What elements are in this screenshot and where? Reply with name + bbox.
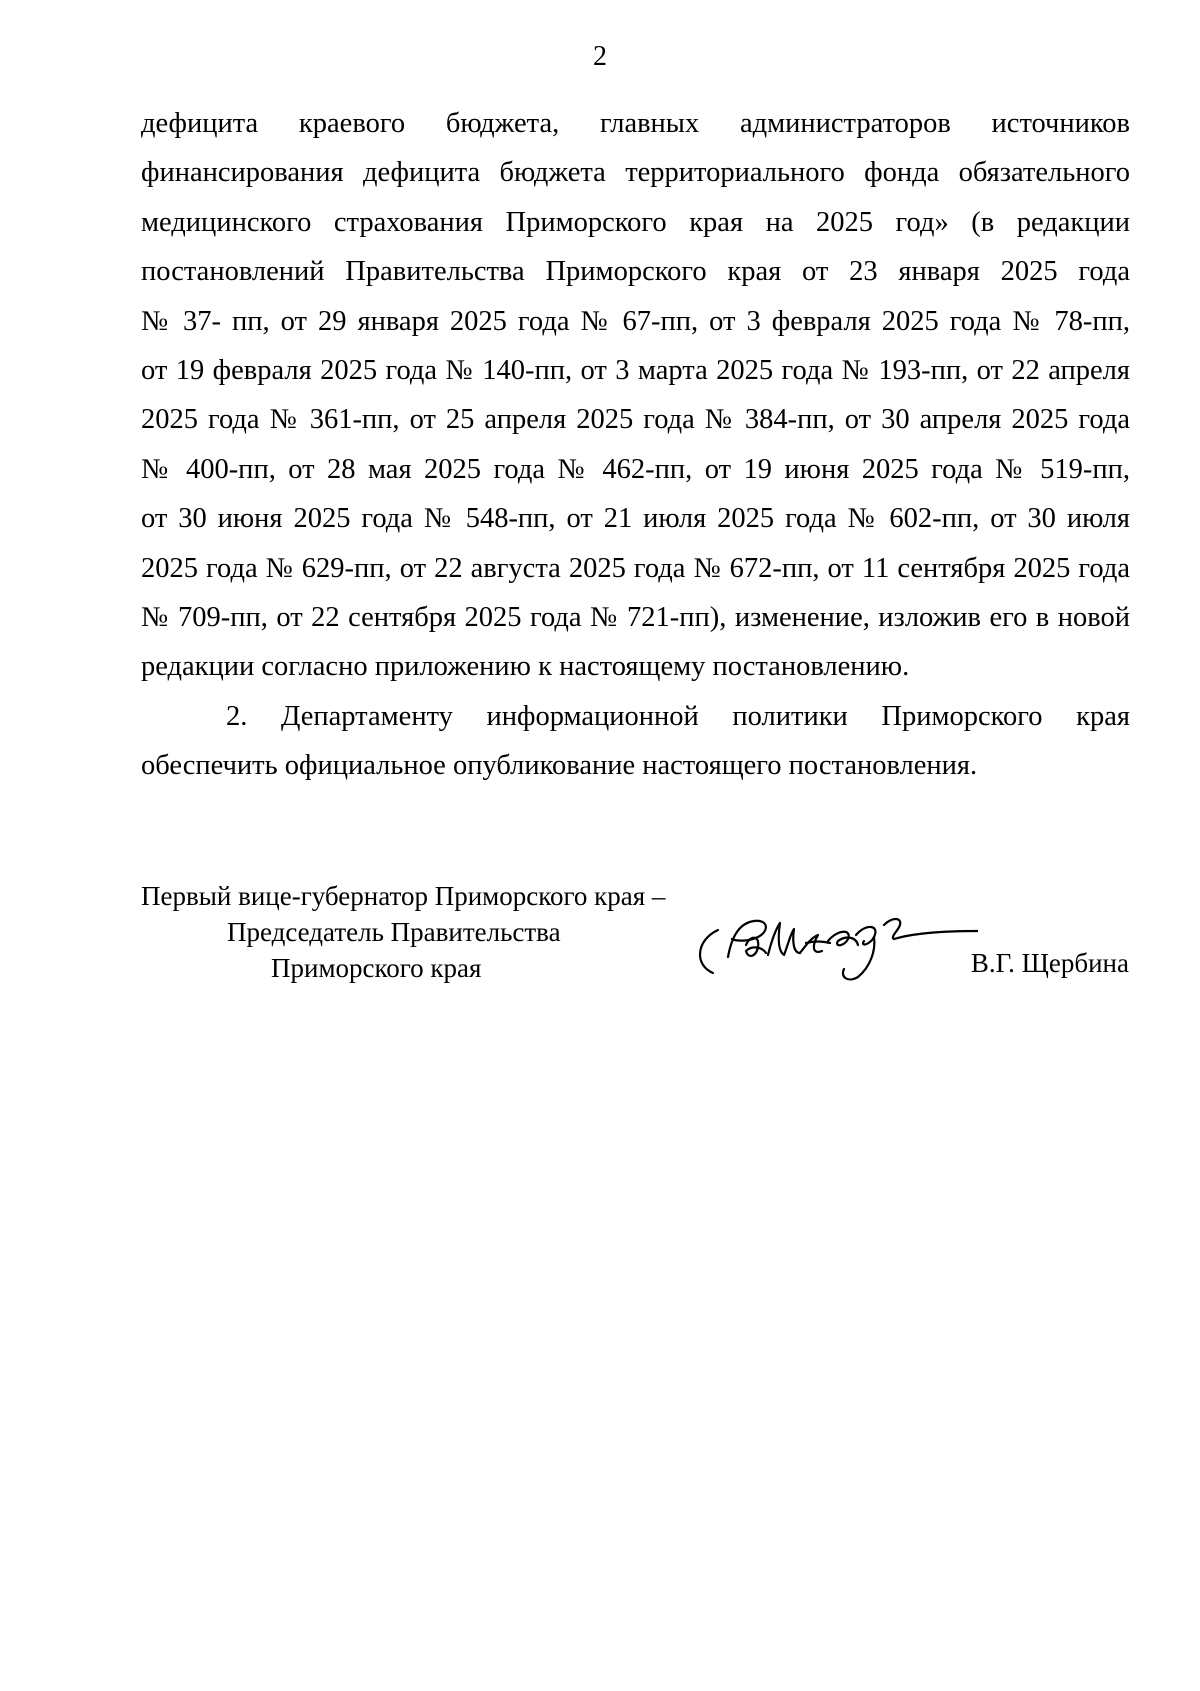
body-line-paragraph-end: обеспечить официальное опубликование настоящего постановления. bbox=[141, 750, 978, 782]
body-line: № 709-пп, от 22 сентября 2025 года № 721-пп), изменение, изложив его в новой bbox=[141, 601, 1130, 633]
body-line: постановлений Правительства Приморского края от 23 января 2025 года bbox=[141, 256, 1130, 288]
body-line: 2025 года № 629-пп, от 22 августа 2025 года № 672-пп, от 11 сентября 2025 года bbox=[141, 552, 1130, 584]
body-line: от 30 июня 2025 года № 548-пп, от 21 июля 2025 года № 602-пп, от 30 июля bbox=[141, 503, 1130, 535]
body-line: № 400-пп, от 28 мая 2025 года № 462-пп, от 19 июня 2025 года № 519-пп, bbox=[141, 453, 1130, 485]
body-line: № 37- пп, от 29 января 2025 года № 67-пп, от 3 февраля 2025 года № 78-пп, bbox=[141, 305, 1130, 337]
body-line: 2025 года № 361-пп, от 25 апреля 2025 года № 384-пп, от 30 апреля 2025 года bbox=[141, 404, 1130, 436]
signatory-position bbox=[141, 878, 665, 986]
handwritten-signature bbox=[688, 895, 978, 995]
body-line: дефицита краевого бюджета, главных администраторов источников bbox=[141, 108, 1130, 139]
signatory-position-line: Председатель Правительства bbox=[227, 917, 561, 947]
signatory-position-line: Первый вице-губернатор Приморского края – bbox=[141, 881, 666, 911]
body-line: медицинского страхования Приморского края на 2025 год» (в редакции bbox=[141, 206, 1130, 238]
body-line-paragraph-end: редакции согласно приложению к настоящему постановлению. bbox=[141, 651, 910, 683]
body-line: финансирования дефицита бюджета территориального фонда обязательного bbox=[141, 157, 1130, 189]
document-body bbox=[141, 99, 1130, 790]
body-line: от 19 февраля 2025 года № 140-пп, от 3 марта 2025 года № 193-пп, от 22 апреля bbox=[141, 354, 1130, 386]
page-number: 2 bbox=[593, 41, 607, 72]
signatory-position-line: Приморского края bbox=[271, 953, 482, 983]
signatory-name: В.Г. Щербина bbox=[970, 948, 1129, 978]
body-line-item-2: 2. Департаменту информационной политики Приморского края bbox=[226, 700, 1130, 732]
